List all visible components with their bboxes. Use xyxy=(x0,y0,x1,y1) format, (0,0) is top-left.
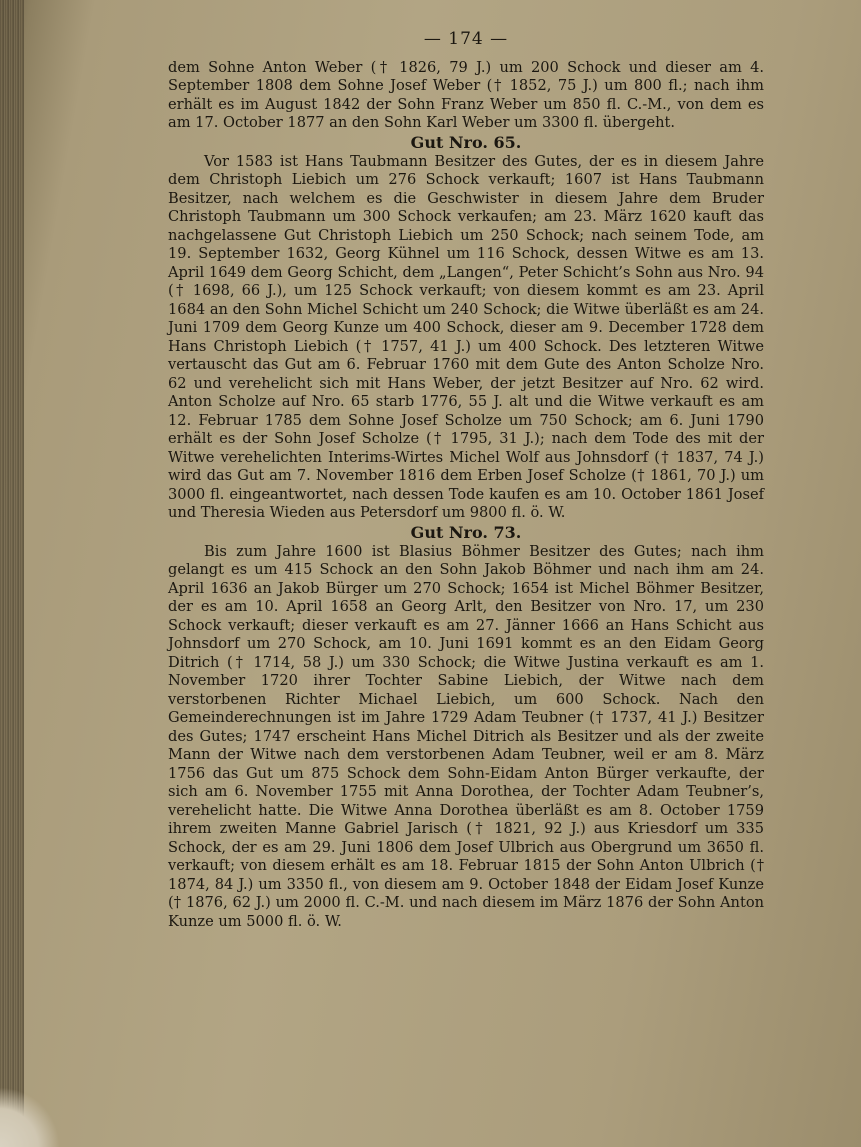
section-body-73: Bis zum Jahre 1600 ist Blasius Böhmer Besitzer des Gutes; nach ihm gelangt es um 415 Schock an den Sohn Jakob Böhmer und nach ihm am 24. April 1636 an Jakob Bürger um 270 Schock; 1654 ist Michel Böhmer Besitzer, der es am 10. April 1658 an Georg Arlt, den Besitzer von Nro. 17, um 230 Schock verkauft; dieser verkauft es am 27. Jänner 1666 an Hans Schicht aus Johnsdorf um 270 Schock, am 10. Juni 1691 kommt es an den Eidam Georg Ditrich († 1714, 58 J.) um 330 Schock; die Witwe Justina verkauft es am 1. November 1720 ihrer Tochter Sabine Liebich, der Witwe nach dem verstorbenen Richter Michael Liebich, um 600 Schock. Nach den Gemeinderechnungen ist im Jahre 1729 Adam Teubner († 1737, 41 J.) Besitzer des Gutes; 1747 erscheint Hans Michel Ditrich als Besitzer und als der zweite Mann der Witwe nach dem verstorbenen Adam Teubner, weil er am 8. März 1756 das Gut um 875 Schock dem Sohn-Eidam Anton Bürger verkaufte, der sich am 6. November 1755 mit Anna Dorothea, der Tochter Adam Teubner’s, verehelicht hatte. Die Witwe Anna Dorothea überläßt es am 8. October 1759 ihrem zweiten Manne Gabriel Jarisch († 1821, 92 J.) aus Kriesdorf um 335 Schock, der es am 29. Juni 1806 dem Josef Ulbrich aus Obergrund um 3650 fl. verkauft; von diesem erhält es am 18. Februar 1815 der Sohn Anton Ulbrich († 1874, 84 J.) um 3350 fl., von diesem am 9. October 1848 der Eidam Josef Kunze († 1876, 62 J.) um 2000 fl. C.-M. und nach diesem im März 1876 der Sohn Anton Kunze um 5000 fl. ö. W. xyxy=(168,542,764,930)
book-gutter xyxy=(0,0,24,1147)
section-heading-73: Gut Nro. 73. xyxy=(410,522,522,542)
page-number: — 174 — xyxy=(423,29,509,49)
page-corner xyxy=(0,1087,60,1147)
section-body-65: Vor 1583 ist Hans Taubmann Besitzer des Gutes, der es in diesem Jahre dem Christoph Liebich um 276 Schock verkauft; 1607 ist Hans Taubmann Besitzer, nach welchem es die Geschwister in diesem Jahre dem Bruder Christoph Taubmann um 300 Schock verkaufen; am 23. März 1620 kauft das nachgelassene Gut Christoph Liebich um 250 Schock; nach seinem Tode, am 19. September 1632, Georg Kühnel um 116 Schock, dessen Witwe es am 13. April 1649 dem Georg Schicht, dem „Langen“, Peter Schicht’s Sohn aus Nro. 94 († 1698, 66 J.), um 125 Schock verkauft; von diesem kommt es am 23. April 1684 an den Sohn Michel Schicht um 240 Schock; die Witwe überläßt es am 24. Juni 1709 dem Georg Kunze um 400 Schock, dieser am 9. December 1728 dem Hans Christoph Liebich († 1757, 41 J.) um 400 Schock. Des letzteren Witwe vertauscht das Gut am 6. Februar 1760 mit dem Gute des Anton Scholze Nro. 62 und verehelicht sich mit Hans Weber, der jetzt Besitzer auf Nro. 62 wird. Anton Scholze auf Nro. 65 starb 1776, 55 J. alt und die Witwe verkauft es am 12. Februar 1785 dem Sohne Josef Scholze um 750 Schock; am 6. Juni 1790 erhält es der Sohn Josef Scholze († 1795, 31 J.); nach dem Tode des mit der Witwe verehelichten Interims-Wirtes Michel Wolf aus Johnsdorf († 1837, 74 J.) wird das Gut am 7. November 1816 dem Erben Josef Scholze († 1861, 70 J.) um 3000 fl. eingeantwortet, nach dessen Tode kaufen es am 10. October 1861 Josef und Theresia Wieden aus Petersdorf um 9800 fl. ö. W. xyxy=(168,152,764,521)
page-text xyxy=(168,30,764,931)
intro-paragraph: dem Sohne Anton Weber († 1826, 79 J.) um 200 Schock und dieser am 4. September 1808 dem Sohne Josef Weber († 1852, 75 J.) um 800 fl.; nach ihm erhält es im August 1842 der Sohn Franz Weber um 850 fl. C.-M., von dem es am 17. October 1877 an den Sohn Karl Weber um 3300 fl. übergeht. xyxy=(168,58,764,131)
section-heading-65: Gut Nro. 65. xyxy=(410,132,522,152)
